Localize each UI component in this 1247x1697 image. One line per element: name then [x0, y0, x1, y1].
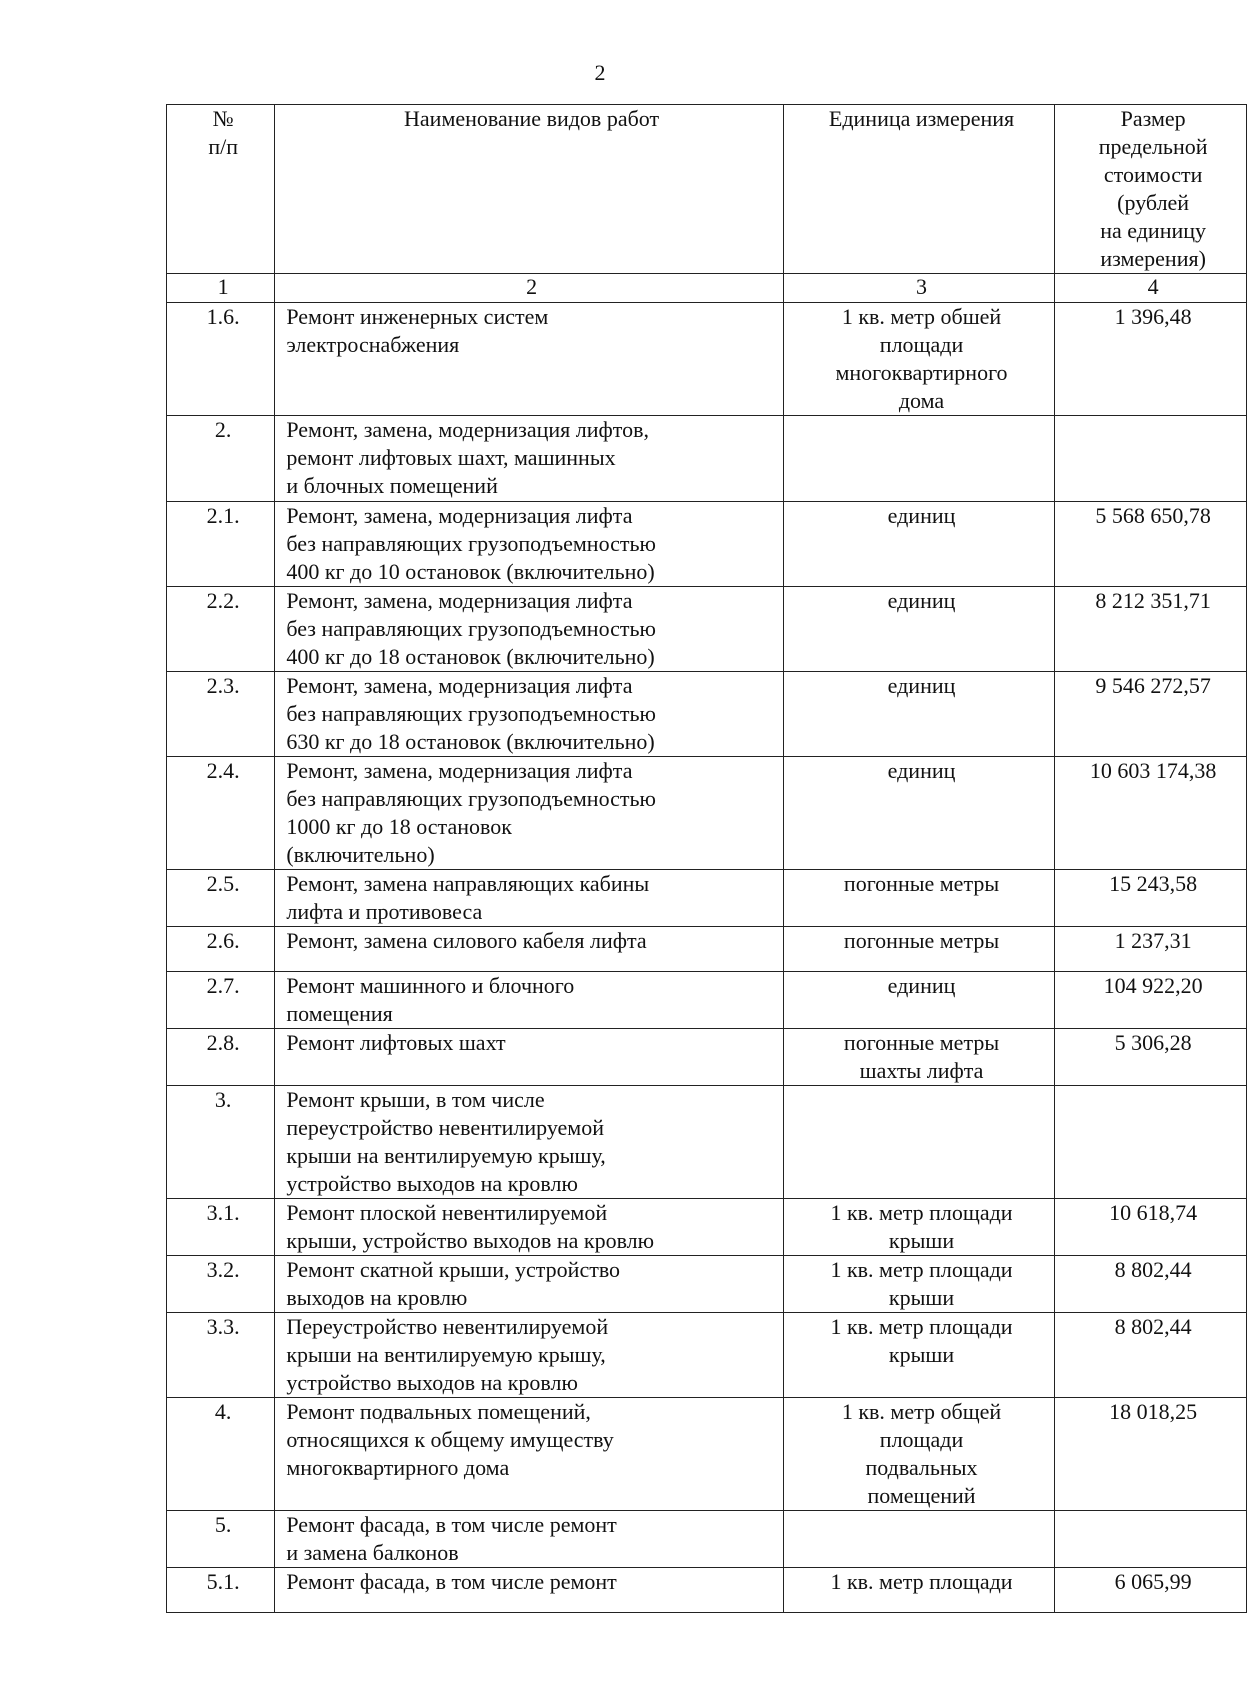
- work-name-line: лифта и противовеса: [286, 899, 483, 924]
- unit-line: погонные метры: [843, 928, 1000, 953]
- work-name-line: без направляющих грузоподъемностью: [286, 786, 656, 811]
- unit-of-measure: [783, 1086, 1054, 1199]
- work-name-line: Ремонт, замена, модернизация лифта: [286, 588, 633, 613]
- table-row: [167, 757, 1247, 870]
- table-row: [167, 927, 1247, 972]
- work-name-line: устройство выходов на кровлю: [286, 1370, 578, 1395]
- table-row: [167, 672, 1247, 757]
- row-number: 2.7.: [167, 972, 275, 1029]
- work-name-line: Ремонт плоской невентилируемой: [286, 1200, 608, 1225]
- max-cost: 15 243,58: [1055, 870, 1247, 927]
- unit-line: единиц: [887, 673, 956, 698]
- row-number: 2.4.: [167, 757, 275, 870]
- work-name-line: Переустройство невентилируемой: [286, 1314, 609, 1339]
- work-name-line: Ремонт крыши, в том числе: [286, 1087, 545, 1112]
- unit-of-measure: [783, 1398, 1054, 1511]
- header-name: Наименование видов работ: [275, 105, 783, 274]
- header-num-line: п/п: [208, 134, 238, 159]
- table-row: [167, 972, 1247, 1029]
- unit-line: помещений: [867, 1483, 976, 1508]
- work-name-line: 400 кг до 18 остановок (включительно): [286, 644, 655, 669]
- unit-of-measure: [783, 972, 1054, 1029]
- unit-line: дома: [898, 388, 945, 413]
- work-name-line: Ремонт фасада, в том числе ремонт: [286, 1512, 617, 1537]
- work-name-line: крыши на вентилируемую крышу,: [286, 1342, 606, 1367]
- table-row: [167, 1398, 1247, 1511]
- max-cost: 10 603 174,38: [1055, 757, 1247, 870]
- row-number: 3.2.: [167, 1256, 275, 1313]
- work-name: [275, 1568, 783, 1613]
- unit-line: 1 кв. метр площади: [830, 1257, 1013, 1282]
- unit-of-measure: [783, 502, 1054, 587]
- work-name-line: Ремонт, замена, модернизация лифта: [286, 503, 633, 528]
- work-name-line: без направляющих грузоподъемностью: [286, 531, 656, 556]
- row-number: 2.5.: [167, 870, 275, 927]
- column-number-row: [167, 274, 1247, 303]
- work-name: [275, 927, 783, 972]
- unit-line: единиц: [887, 503, 956, 528]
- header-price-line: предельной: [1098, 134, 1208, 159]
- work-name: [275, 972, 783, 1029]
- table-body: [167, 303, 1247, 1613]
- max-cost: [1055, 1086, 1247, 1199]
- work-name: [275, 1511, 783, 1568]
- unit-of-measure: [783, 1029, 1054, 1086]
- max-cost: 8 802,44: [1055, 1313, 1247, 1398]
- work-name-line: Ремонт, замена силового кабеля лифта: [286, 928, 647, 953]
- work-name: [275, 1086, 783, 1199]
- work-name-line: крыши, устройство выходов на кровлю: [286, 1228, 655, 1253]
- row-number: 3.3.: [167, 1313, 275, 1398]
- unit-line: площади: [879, 1427, 964, 1452]
- header-price-line: измерения): [1100, 246, 1206, 271]
- work-name-line: устройство выходов на кровлю: [286, 1171, 578, 1196]
- work-name-line: Ремонт, замена, модернизация лифта: [286, 673, 633, 698]
- table-row: [167, 1511, 1247, 1568]
- max-cost: 8 212 351,71: [1055, 587, 1247, 672]
- work-name-line: 400 кг до 10 остановок (включительно): [286, 559, 655, 584]
- unit-of-measure: [783, 870, 1054, 927]
- work-name-line: Ремонт, замена, модернизация лифтов,: [286, 417, 650, 442]
- table-row: [167, 1199, 1247, 1256]
- max-cost: 9 546 272,57: [1055, 672, 1247, 757]
- unit-of-measure: [783, 757, 1054, 870]
- work-name: [275, 1398, 783, 1511]
- unit-of-measure: [783, 416, 1054, 502]
- column-number: 4: [1055, 274, 1247, 303]
- work-name-line: Ремонт подвальных помещений,: [286, 1399, 591, 1424]
- unit-line: крыши: [888, 1228, 955, 1253]
- work-name-line: без направляющих грузоподъемностью: [286, 616, 656, 641]
- work-name-line: Ремонт инженерных систем: [286, 304, 549, 329]
- max-cost: 6 065,99: [1055, 1568, 1247, 1613]
- work-name-line: 1000 кг до 18 остановок: [286, 814, 512, 839]
- header-num-line: №: [212, 106, 234, 131]
- work-name-line: переустройство невентилируемой: [286, 1115, 604, 1140]
- work-name-line: ремонт лифтовых шахт, машинных: [286, 445, 616, 470]
- table-row: [167, 1029, 1247, 1086]
- unit-of-measure: [783, 1199, 1054, 1256]
- work-name-line: выходов на кровлю: [286, 1285, 468, 1310]
- max-cost: [1055, 1511, 1247, 1568]
- unit-line: крыши: [888, 1285, 955, 1310]
- unit-of-measure: [783, 1313, 1054, 1398]
- header-price-line: на единицу: [1100, 218, 1207, 243]
- work-name-line: Ремонт лифтовых шахт: [286, 1030, 506, 1055]
- unit-of-measure: [783, 1568, 1054, 1613]
- unit-of-measure: [783, 927, 1054, 972]
- table-row: [167, 870, 1247, 927]
- row-number: 1.6.: [167, 303, 275, 416]
- row-number: 3.: [167, 1086, 275, 1199]
- work-name: [275, 1256, 783, 1313]
- work-name: [275, 303, 783, 416]
- unit-line: 1 кв. метр общей: [841, 1399, 1002, 1424]
- max-cost: 10 618,74: [1055, 1199, 1247, 1256]
- max-cost: 5 568 650,78: [1055, 502, 1247, 587]
- work-name: [275, 757, 783, 870]
- unit-line: шахты лифта: [859, 1058, 984, 1083]
- work-name-line: помещения: [286, 1001, 393, 1026]
- column-number: 1: [167, 274, 275, 303]
- row-number: 5.: [167, 1511, 275, 1568]
- unit-line: многоквартирного: [835, 360, 1008, 385]
- unit-line: 1 кв. метр площади: [830, 1200, 1013, 1225]
- column-number: 3: [783, 274, 1054, 303]
- header-price-line: (рублей: [1117, 190, 1190, 215]
- table-row: [167, 1086, 1247, 1199]
- row-number: 2.6.: [167, 927, 275, 972]
- header-num: [167, 105, 275, 274]
- unit-line: единиц: [887, 588, 956, 613]
- work-name: [275, 587, 783, 672]
- row-number: 5.1.: [167, 1568, 275, 1613]
- max-cost: 8 802,44: [1055, 1256, 1247, 1313]
- unit-of-measure: [783, 587, 1054, 672]
- work-name: [275, 416, 783, 502]
- unit-line: крыши: [888, 1342, 955, 1367]
- unit-line: единиц: [887, 758, 956, 783]
- unit-of-measure: [783, 303, 1054, 416]
- unit-of-measure: [783, 672, 1054, 757]
- work-name-line: без направляющих грузоподъемностью: [286, 701, 656, 726]
- max-cost: 104 922,20: [1055, 972, 1247, 1029]
- works-cost-table: [166, 104, 1247, 1613]
- row-number: 2.2.: [167, 587, 275, 672]
- unit-line: единиц: [887, 973, 956, 998]
- unit-line: погонные метры: [843, 871, 1000, 896]
- column-number: 2: [275, 274, 783, 303]
- work-name: [275, 502, 783, 587]
- table-header-row: [167, 105, 1247, 274]
- work-name: [275, 1313, 783, 1398]
- work-name-line: относящихся к общему имуществу: [286, 1427, 614, 1452]
- unit-line: 1 кв. метр площади: [830, 1314, 1013, 1339]
- work-name-line: многоквартирного дома: [286, 1455, 510, 1480]
- work-name-line: крыши на вентилируемую крышу,: [286, 1143, 606, 1168]
- unit-line: погонные метры: [843, 1030, 1000, 1055]
- page-number: 2: [594, 60, 606, 85]
- work-name-line: электроснабжения: [286, 332, 460, 357]
- unit-line: площади: [879, 332, 964, 357]
- table-row: [167, 587, 1247, 672]
- row-number: 4.: [167, 1398, 275, 1511]
- work-name-line: 630 кг до 18 остановок (включительно): [286, 729, 655, 754]
- work-name-line: Ремонт фасада, в том числе ремонт: [286, 1569, 617, 1594]
- max-cost: 18 018,25: [1055, 1398, 1247, 1511]
- work-name-line: Ремонт, замена, модернизация лифта: [286, 758, 633, 783]
- work-name-line: Ремонт скатной крыши, устройство: [286, 1257, 621, 1282]
- unit-of-measure: [783, 1511, 1054, 1568]
- max-cost: 1 237,31: [1055, 927, 1247, 972]
- header-price-line: Размер: [1120, 106, 1186, 131]
- table-row: [167, 1313, 1247, 1398]
- work-name: [275, 672, 783, 757]
- max-cost: 5 306,28: [1055, 1029, 1247, 1086]
- table-row: [167, 303, 1247, 416]
- max-cost: [1055, 416, 1247, 502]
- work-name: [275, 1199, 783, 1256]
- header-price: [1055, 105, 1247, 274]
- row-number: 2.1.: [167, 502, 275, 587]
- row-number: 2.8.: [167, 1029, 275, 1086]
- row-number: 2.3.: [167, 672, 275, 757]
- work-name-line: Ремонт машинного и блочного: [286, 973, 575, 998]
- work-name-line: и замена балконов: [286, 1540, 459, 1565]
- unit-of-measure: [783, 1256, 1054, 1313]
- work-name-line: (включительно): [286, 842, 435, 867]
- unit-line: 1 кв. метр обшей: [841, 304, 1002, 329]
- work-name-line: Ремонт, замена направляющих кабины: [286, 871, 650, 896]
- row-number: 2.: [167, 416, 275, 502]
- header-unit: Единица измерения: [783, 105, 1054, 274]
- table-row: [167, 502, 1247, 587]
- max-cost: 1 396,48: [1055, 303, 1247, 416]
- work-name: [275, 870, 783, 927]
- work-name: [275, 1029, 783, 1086]
- table-row: [167, 1568, 1247, 1613]
- header-price-line: стоимости: [1103, 162, 1203, 187]
- table-row: [167, 1256, 1247, 1313]
- row-number: 3.1.: [167, 1199, 275, 1256]
- work-name-line: и блочных помещений: [286, 473, 498, 498]
- table-row: [167, 416, 1247, 502]
- unit-line: подвальных: [865, 1455, 978, 1480]
- unit-line: 1 кв. метр площади: [830, 1569, 1013, 1594]
